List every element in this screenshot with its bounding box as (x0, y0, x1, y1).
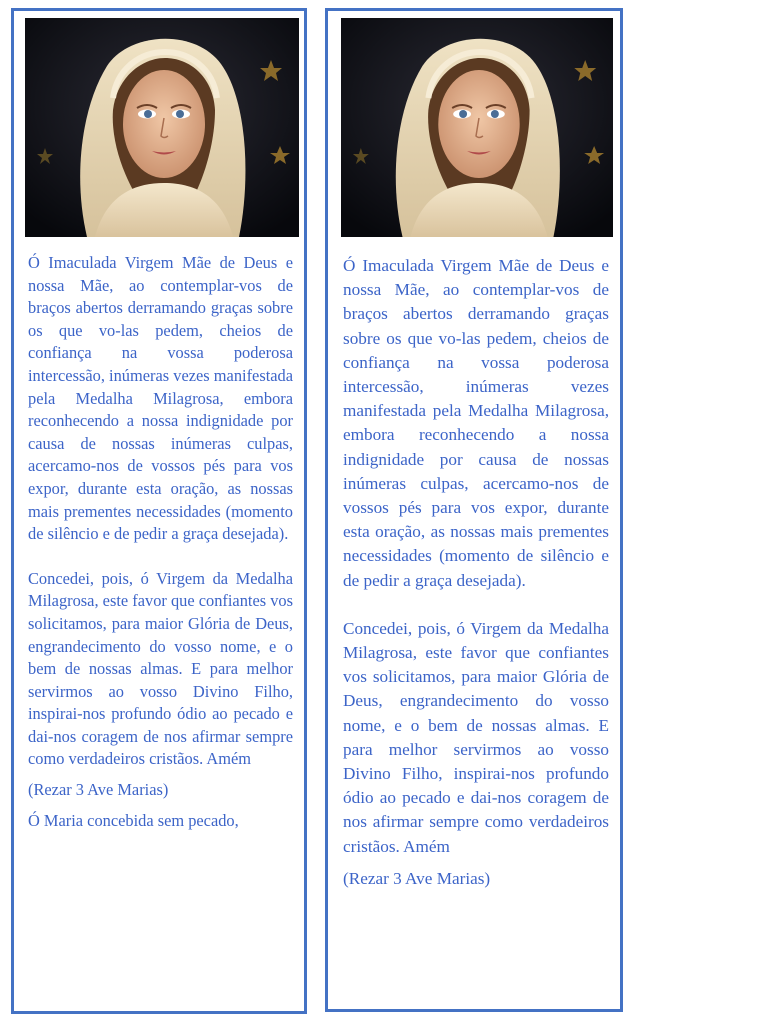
prayer-closing: Ó Maria concebida sem pecado, (28, 810, 239, 830)
prayer-paragraph-1: Ó Imaculada Virgem Mãe de Deus e nossa Mãe, ao contemplar-vos de braços abertos derramando graças sobre os que vo-las pedem, cheios de confiança na vossa poderosa intercessão, inúmeras vezes manifestada pela Medalha Milagrosa, embora reconhecendo a nossa indignidade por causa de nossas inúmeras culpas, acercamo-nos de vossos pés para vos expor, durante esta oração, as nossas mais prementes necessidades (momento de silêncio e de pedir a graça desejada). (343, 256, 609, 590)
prayer-paragraph-1: Ó Imaculada Virgem Mãe de Deus e nossa Mãe, ao contemplar-vos de braços abertos derramando graças sobre os que vo-las pedem, cheios de confiança na vossa poderosa intercessão, inúmeras vezes manifestada pela Medalha Milagrosa, embora reconhecendo a nossa indignidade por causa de nossas inúmeras culpas, acercamo-nos de vossos pés para vos expor, durante esta oração, as nossas mais prementes necessidades (momento de silêncio e de pedir a graça desejada). (28, 253, 293, 544)
prayer-card-left (11, 8, 307, 1014)
prayer-text (343, 254, 609, 891)
prayer-paragraph-2: Concedei, pois, ó Virgem da Medalha Milagrosa, este favor que confiantes vos solicitamos, para maior Glória de Deus, engrandecimento do vosso nome, e o bem de nossas almas. E para melhor servirmos ao vosso Divino Filho, inspirai-nos profundo ódio ao pecado e dai-nos coragem de nos afirmar sempre como verdadeiros cristãos. Amém (28, 568, 293, 769)
prayer-instruction: (Rezar 3 Ave Marias) (343, 868, 491, 888)
prayer-instruction: (Rezar 3 Ave Marias) (28, 780, 169, 800)
virgin-mary-image (25, 18, 299, 237)
virgin-mary-portrait (341, 18, 613, 237)
virgin-mary-image (341, 18, 613, 237)
prayer-card-right (325, 8, 623, 1012)
prayer-text (28, 252, 293, 832)
prayer-paragraph-2: Concedei, pois, ó Virgem da Medalha Milagrosa, este favor que confiantes vos solicitamos, para maior Glória de Deus, engrandecimento do vosso nome, e o bem de nossas almas. E para melhor servirmos ao vosso Divino Filho, inspirai-nos profundo ódio ao pecado e dai-nos coragem de nos afirmar sempre como verdadeiros cristãos. Amém (343, 618, 609, 856)
virgin-mary-portrait (25, 18, 299, 237)
